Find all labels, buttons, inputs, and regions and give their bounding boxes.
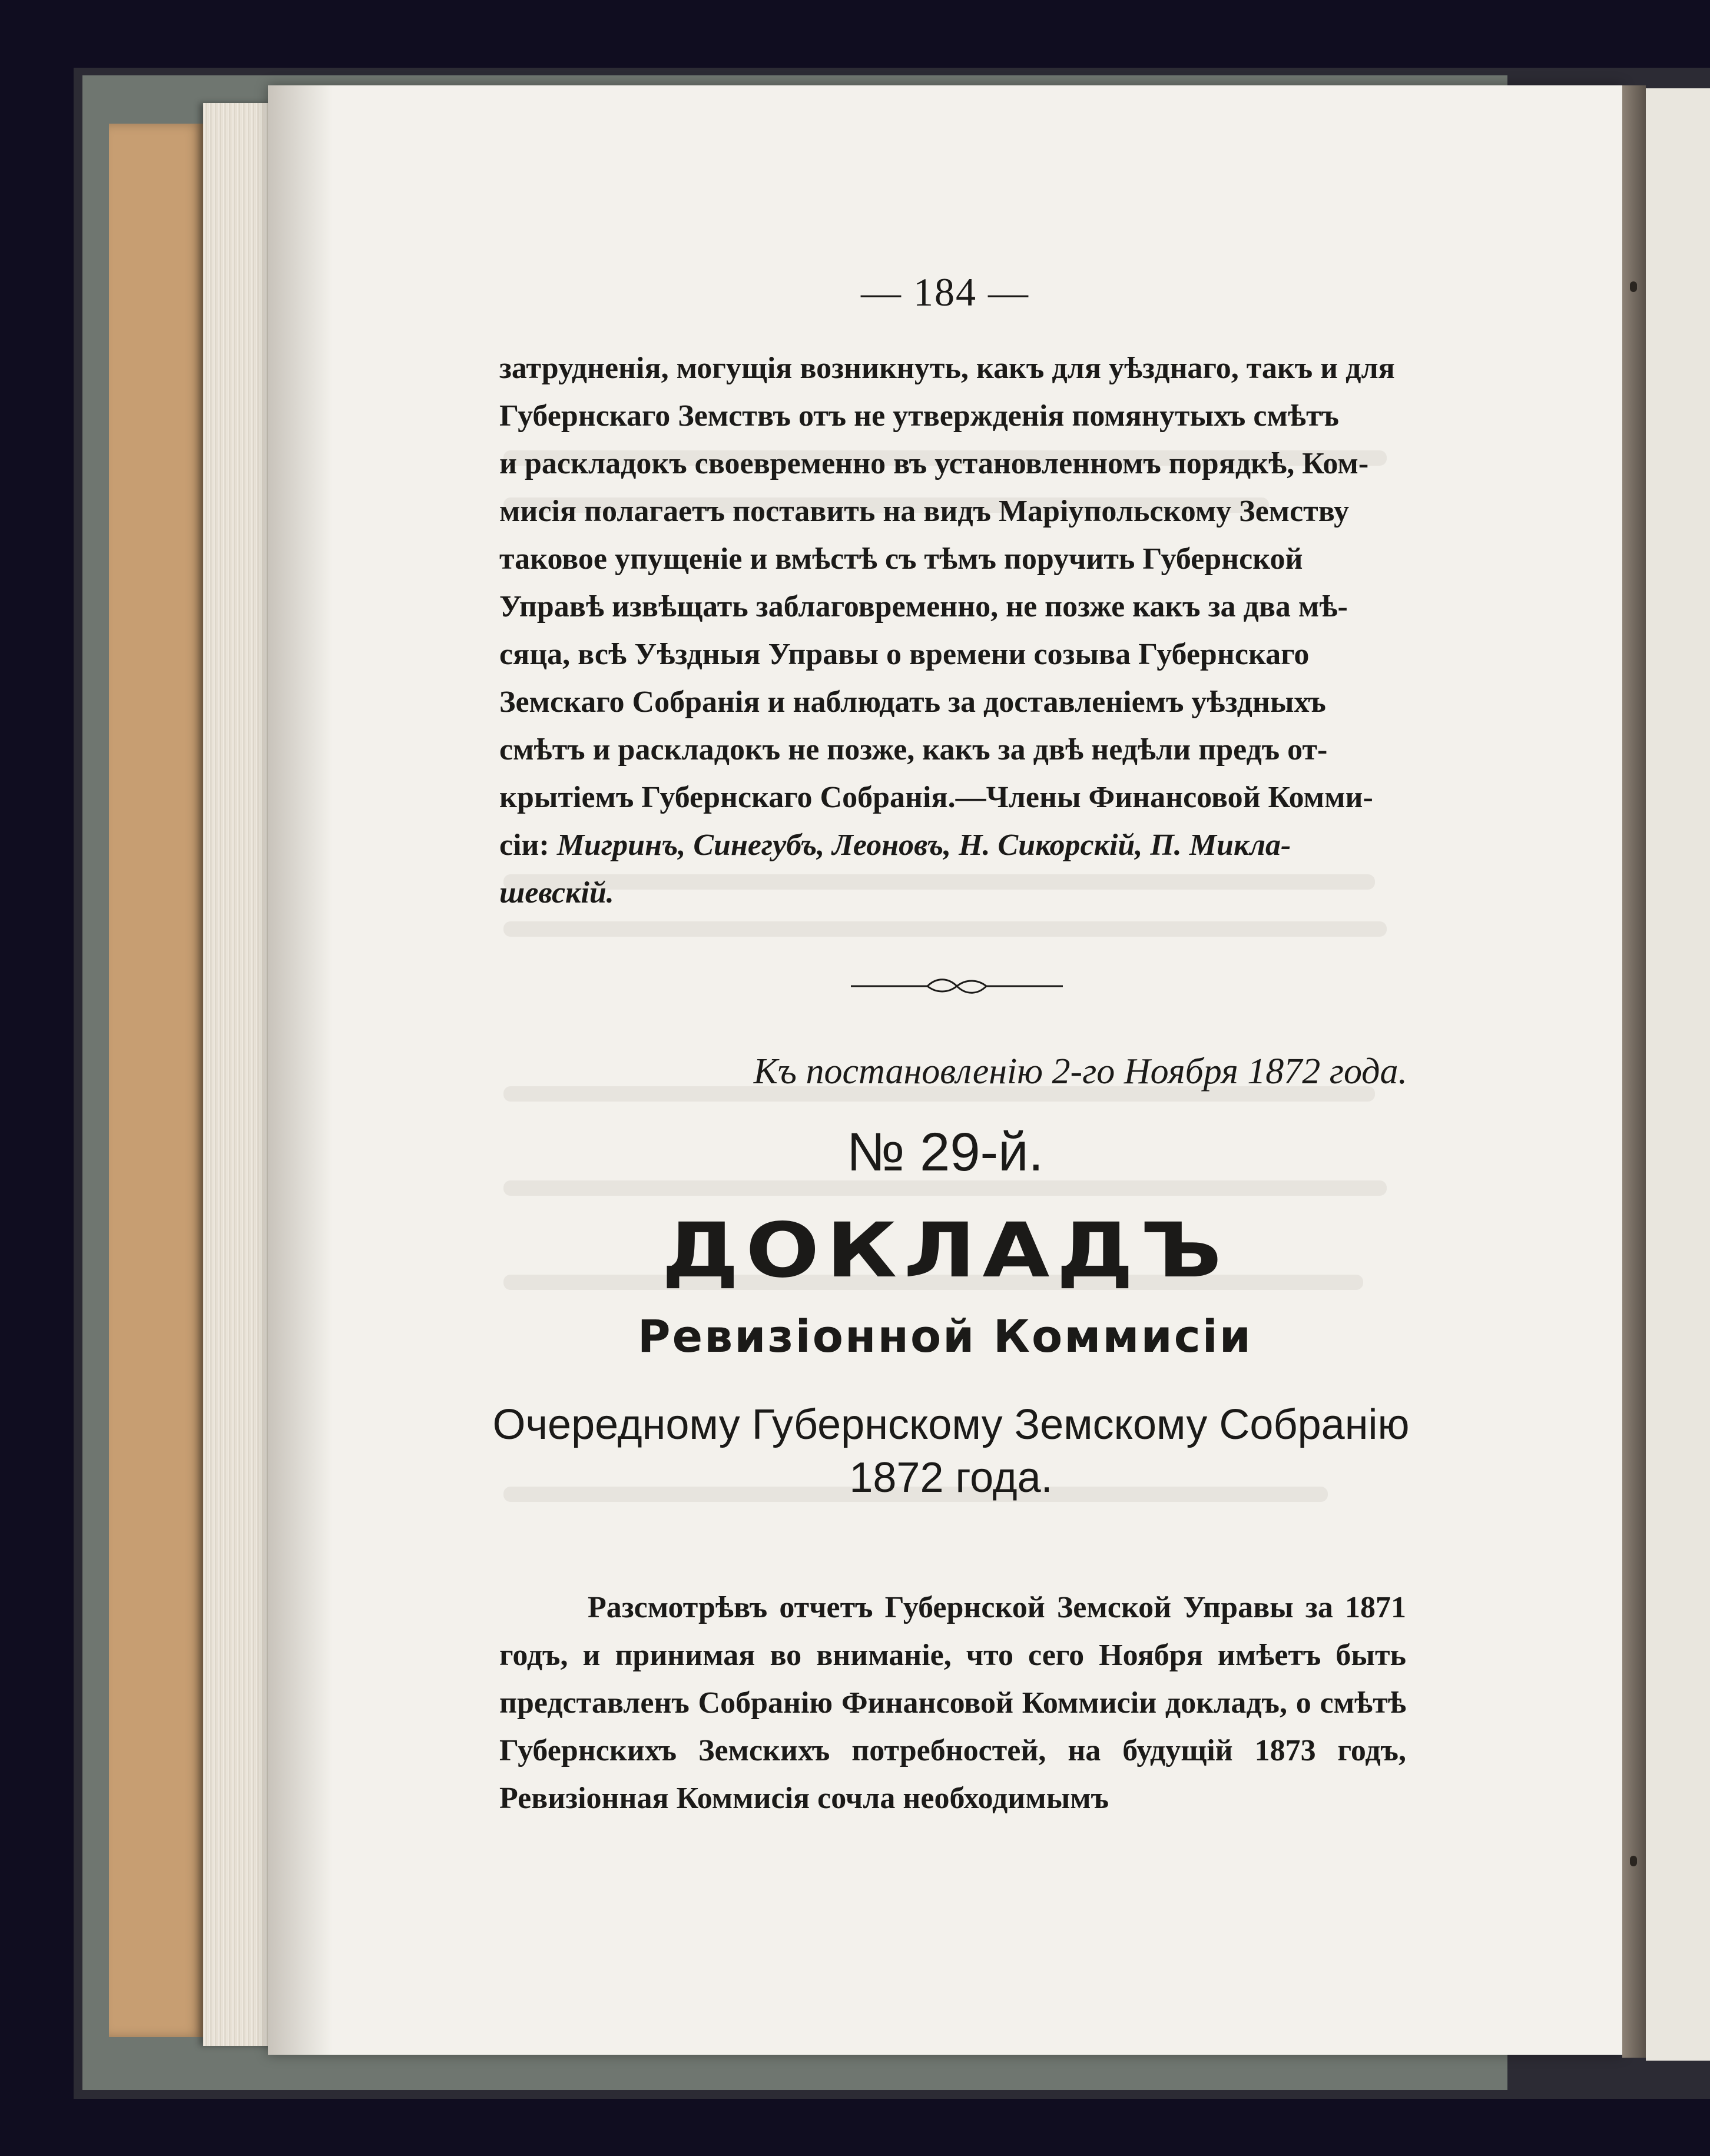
text-line: сяца, всѣ Уѣздныя Управы о времени созыва Губернскаго xyxy=(499,638,1310,671)
page-right-edge xyxy=(1622,85,1646,2058)
adjacent-page xyxy=(1646,88,1710,2061)
bleed-through xyxy=(503,921,1387,937)
first-paragraph xyxy=(499,344,1406,917)
text-line: Управѣ извѣщать заблаговременно, не позже какъ за два мѣ- xyxy=(499,590,1348,623)
report-subtitle: Ревизіонной Коммисіи xyxy=(637,1310,1253,1362)
binding-thread-mark xyxy=(1630,281,1637,292)
signatories-cont: шевскій. xyxy=(499,876,614,910)
signatories-prefix: сіи: xyxy=(499,828,557,862)
text-line: мисія полагаетъ поставить на видъ Маріупольскому Земству xyxy=(499,495,1350,528)
page-stack-edge xyxy=(203,103,274,2046)
resolution-line: Къ постановленію 2-го Ноября 1872 года. xyxy=(753,1052,1407,1092)
signatories-names: Мигринъ, Синегубъ, Леоновъ, Н. Сикорскій, П. Микла- xyxy=(556,828,1291,862)
document-number: № 29-й. xyxy=(846,1122,1044,1182)
cover-edge xyxy=(109,124,203,2037)
text-line: таковое упущеніе и вмѣстѣ съ тѣмъ поручить Губернской xyxy=(499,542,1303,576)
binding-thread-mark xyxy=(1630,1856,1637,1866)
text-line: смѣтъ и раскладокъ не позже, какъ за двѣ недѣли предъ от- xyxy=(499,733,1328,767)
ornament-divider xyxy=(851,974,1063,998)
report-addressee: Очередному Губернскому Земскому Собранію 1872 года. xyxy=(492,1401,1410,1501)
page-number: — 184 — xyxy=(861,270,1029,314)
text-line: и раскладокъ своевременно въ установленномъ порядкѣ, Ком- xyxy=(499,447,1369,480)
book-page xyxy=(268,85,1622,2055)
text-line: крытіемъ Губернскаго Собранія.—Члены Финансовой Комми- xyxy=(499,781,1373,814)
text-line: Земскаго Собранія и наблюдать за доставленіемъ уѣздныхъ xyxy=(499,685,1326,719)
text-line: Губернскаго Земствъ отъ не утвержденія помянутыхъ смѣтъ xyxy=(499,399,1339,433)
report-title: ДОКЛАДЪ xyxy=(661,1207,1229,1295)
gutter-shadow xyxy=(268,85,333,2055)
second-paragraph xyxy=(499,1584,1406,1822)
paragraph-text: Разсмотрѣвъ отчетъ Губернской Земской Управы за 1871 годъ, и принимая во вниманіе, что сего Ноября имѣетъ быть представленъ Собранію Финансовой Коммисіи докладъ, о смѣтѣ Губернскихъ Земскихъ потребностей, на будущій 1873 годъ, Ревизіонная Коммисія сочла необходимымъ xyxy=(499,1591,1406,1815)
text-line: затрудненія, могущія возникнуть, какъ для уѣзднаго, такъ и для xyxy=(499,351,1395,385)
signatories xyxy=(499,821,1406,869)
